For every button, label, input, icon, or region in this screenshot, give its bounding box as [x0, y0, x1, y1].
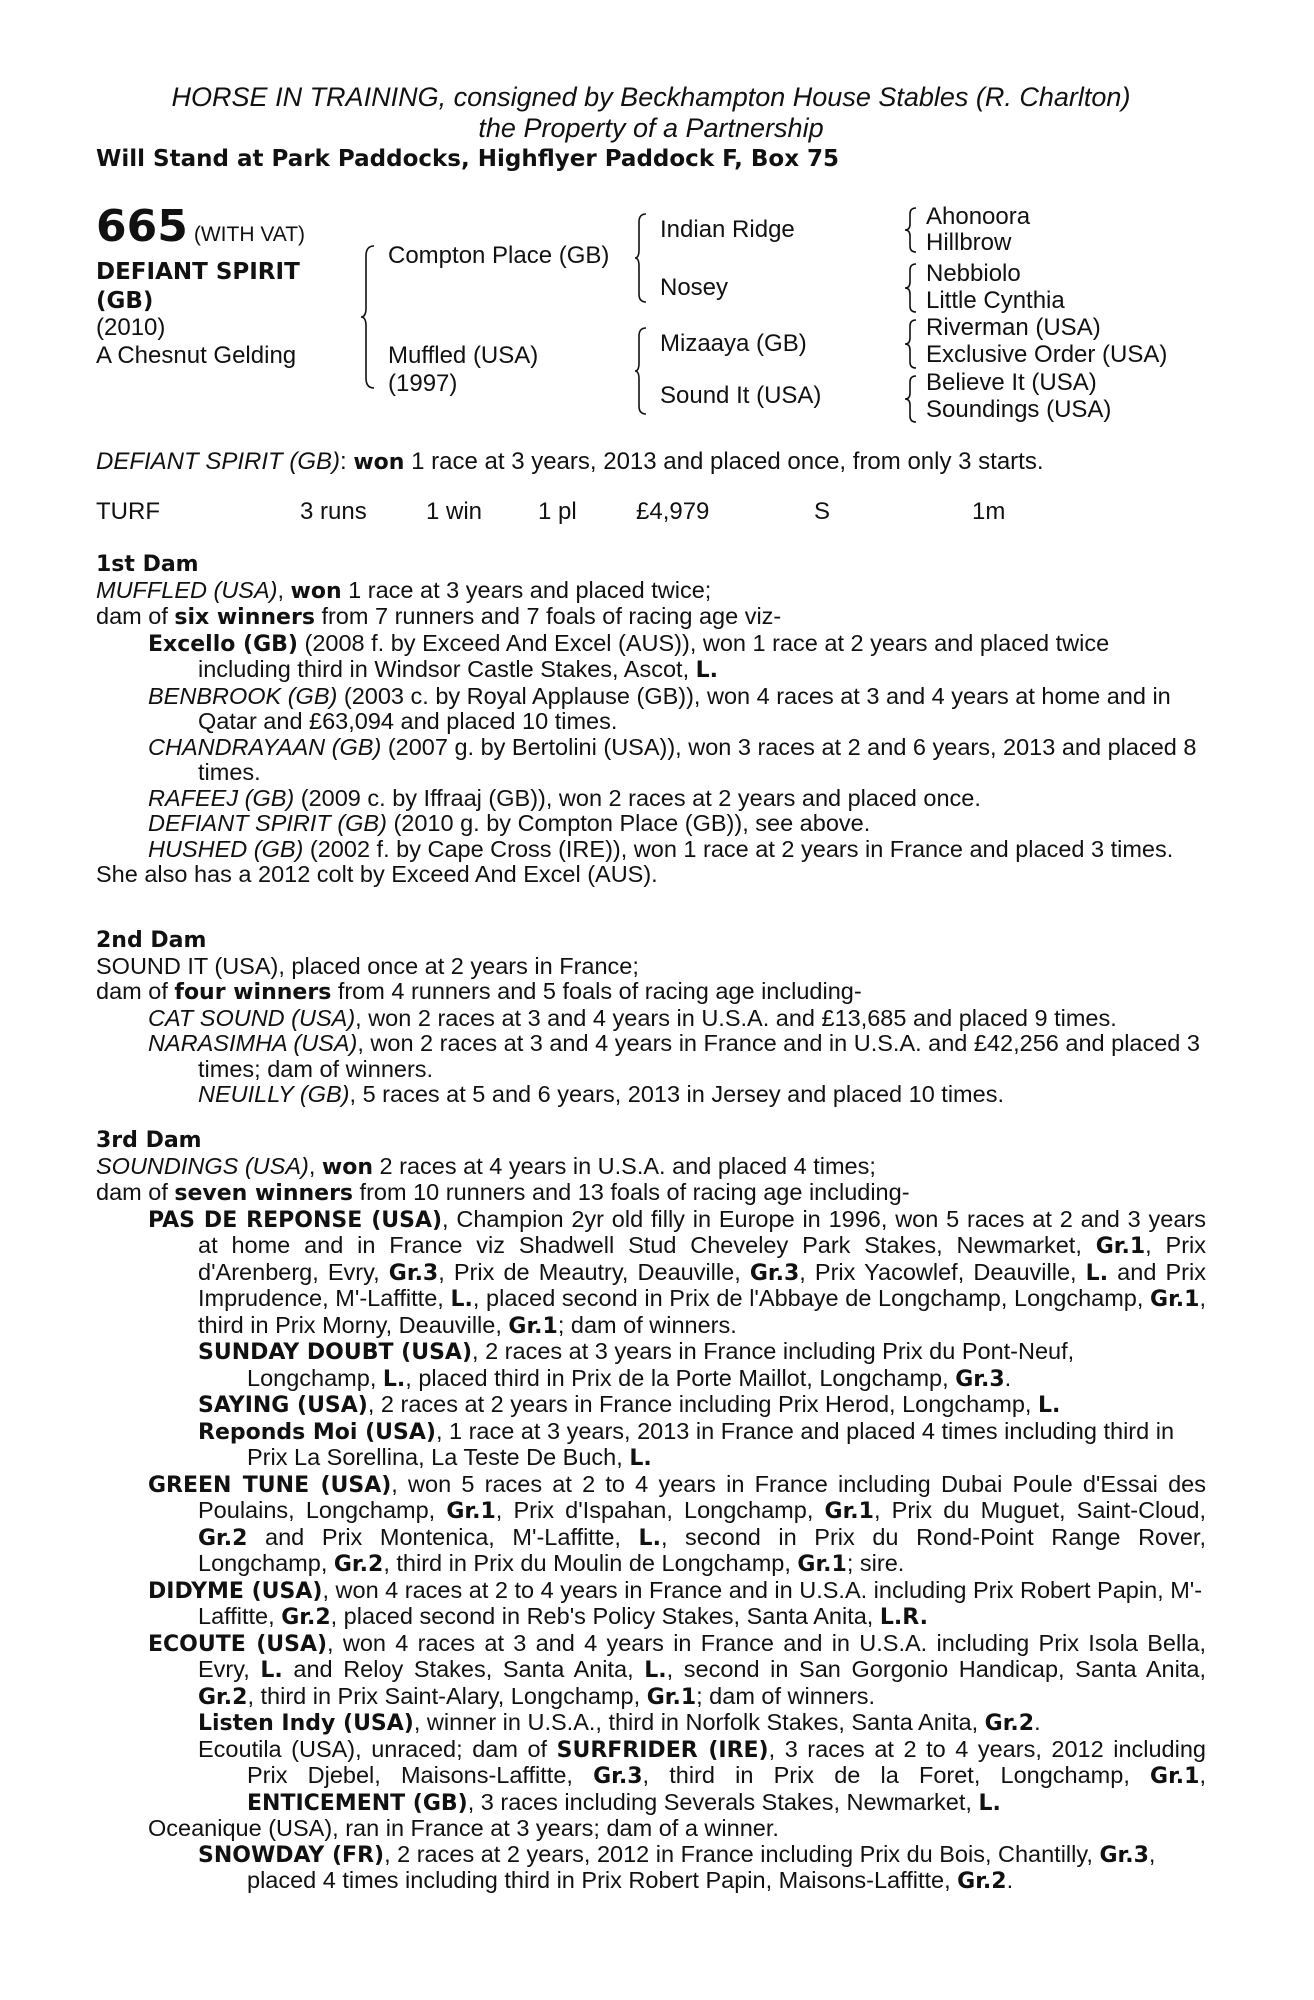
produce-entry: HUSHED (GB) (2002 f. by Cape Cross (IRE)), won 1 race at 2 years in France and placed 3 times. — [148, 835, 1174, 862]
pedigree-sds: Nebbiolo — [926, 260, 1021, 287]
produce-entry: DIDYME (USA), won 4 races at 2 to 4 years in France and in U.S.A. including Prix Robert Papin, M'-Laffitte, Gr.2, placed second in Reb's Policy Stakes, Santa Anita, L.R. — [148, 1576, 1203, 1630]
third-dam-produce: dam of seven winners from 10 runners and 13 foals of racing age including- — [96, 1179, 910, 1206]
race-summary: DEFIANT SPIRIT (GB): won 1 race at 3 years, 2013 and placed once, from only 3 starts. — [96, 448, 1044, 475]
pedigree-dam-year: (1997) — [388, 370, 458, 397]
produce-entry: SUNDAY DOUBT (USA), 2 races at 3 years in France including Prix du Pont-Neuf, Longchamp, L., placed third in Prix de la Porte Maillot, Longchamp, Gr.3. — [198, 1338, 1075, 1392]
produce-entry: DEFIANT SPIRIT (GB) (2010 g. by Compton Place (GB)), see above. — [148, 810, 871, 836]
produce-entry: ECOUTE (USA), won 4 races at 3 and 4 years in France and in U.S.A. including Prix Isola Bella, Evry, L. and Reloy Stakes, Santa Anita, L., second in San Gorgonio Handicap, Santa Anita, Gr.2, third in Prix Saint-Alary, Longchamp, Gr.1; dam of winners. — [148, 1629, 1206, 1710]
record-wins: 1 win — [426, 498, 483, 525]
second-dam-produce: dam of four winners from 4 runners and 5 foals of racing age including- — [96, 978, 862, 1005]
second-dam-line: SOUND IT (USA), placed once at 2 years in France; — [96, 952, 639, 979]
produce-entry: Oceanique (USA), ran in France at 3 years; dam of a winner. — [148, 1815, 779, 1841]
third-dam-heading: 3rd Dam — [96, 1128, 202, 1153]
record-placed: 1 pl — [538, 498, 577, 525]
pedigree-sdd: Little Cynthia — [926, 287, 1065, 314]
produce-entry: BENBROOK (GB) (2003 c. by Royal Applause (GB)), won 4 races at 3 and 4 years at home and in Qatar and £63,094 and placed 10 times. — [148, 682, 1171, 734]
horse-description: A Chesnut Gelding — [96, 342, 297, 369]
pedigree-dsd: Exclusive Order (USA) — [926, 341, 1168, 368]
produce-entry: CHANDRAYAAN (GB) (2007 g. by Bertolini (USA)), won 3 races at 2 and 6 years, 2013 and placed 8 times. — [148, 733, 1197, 785]
pedigree-sire-sire: Indian Ridge — [660, 216, 795, 243]
produce-entry: NEUILLY (GB), 5 races at 5 and 6 years, 2013 in Jersey and placed 10 times. — [198, 1081, 1004, 1107]
produce-entry: SAYING (USA), 2 races at 2 years in France including Prix Herod, Longchamp, L. — [198, 1391, 1061, 1418]
pedigree-brace-ds — [904, 318, 918, 370]
pedigree-brace-dd — [904, 374, 918, 424]
pedigree-sire-dam: Nosey — [660, 274, 729, 301]
header-location: Will Stand at Park Paddocks, Highflyer Paddock F, Box 75 — [96, 146, 840, 172]
produce-entry: Excello (GB) (2008 f. by Exceed And Excel (AUS)), won 1 race at 2 years and placed twice including third in Windsor Castle Stakes, Ascot, L. — [148, 629, 1110, 683]
first-dam-heading: 1st Dam — [96, 552, 199, 577]
header-consignor: HORSE IN TRAINING, consigned by Beckhampton House Stables (R. Charlton) — [171, 82, 1131, 112]
second-dam-section — [96, 928, 1206, 1108]
produce-entry: Ecoutila (USA), unraced; dam of SURFRIDER (IRE), 3 races at 2 to 4 years, 2012 including Prix Djebel, Maisons-Laffitte, Gr.3, third in Prix de la Foret, Longchamp, Gr.1, ENTICEMENT (GB), 3 races including Severals Stakes, Newmarket, L. — [198, 1735, 1206, 1816]
first-dam-produce: dam of six winners from 7 runners and 7 foals of racing age viz- — [96, 603, 782, 630]
produce-entry: NARASIMHA (USA), won 2 races at 3 and 4 years in France and in U.S.A. and £42,256 and placed 3 times; dam of winners. — [148, 1030, 1200, 1082]
pedigree-brace-sd — [904, 262, 918, 314]
record-code: S — [814, 498, 831, 525]
pedigree-dam-sire: Mizaaya (GB) — [660, 330, 807, 357]
record-earnings: £4,979 — [636, 498, 710, 525]
pedigree-brace-ss — [904, 206, 918, 254]
pedigree-ddd: Soundings (USA) — [926, 396, 1112, 423]
first-dam-also: She also has a 2012 colt by Exceed And Excel (AUS). — [96, 861, 658, 887]
horse-year: (2010) — [96, 314, 166, 341]
produce-entry: CAT SOUND (USA), won 2 races at 3 and 4 years in U.S.A. and £13,685 and placed 9 times. — [148, 1004, 1117, 1031]
third-dam-section — [96, 1128, 1206, 1895]
first-dam-line: MUFFLED (USA), won 1 race at 3 years and placed twice; — [96, 576, 712, 604]
pedigree-brace-dam — [634, 326, 648, 416]
produce-entry: RAFEEJ (GB) (2009 c. by Iffraaj (GB)), won 2 races at 2 years and placed once. — [148, 784, 981, 811]
record-distance: 1m — [972, 498, 1006, 525]
vat-note: (WITH VAT) — [193, 223, 306, 246]
header-property: the Property of a Partnership — [478, 113, 824, 143]
pedigree-dam-dam: Sound It (USA) — [660, 382, 822, 409]
pedigree-brace-main — [360, 244, 376, 390]
third-dam-line: SOUNDINGS (USA), won 2 races at 4 years in U.S.A. and placed 4 times; — [96, 1152, 876, 1180]
horse-name: DEFIANT SPIRIT (GB) — [96, 259, 300, 314]
produce-entry: Listen Indy (USA), winner in U.S.A., third in Norfolk Stakes, Santa Anita, Gr.2. — [198, 1709, 1041, 1736]
produce-entry: PAS DE REPONSE (USA), Champion 2yr old filly in Europe in 1996, won 5 races at 2 and 3 years at home and in France viz Shadwell Stud Cheveley Park Stakes, Newmarket, Gr.1, Prix d'Arenberg, Evry, Gr.3, Prix de Meautry, Deauville, Gr.3, Prix Yacowlef, Deauville, L. and Prix Imprudence, M'-Laffitte, L., placed second in Prix de l'Abbaye de Longchamp, Longchamp, Gr.1, third in Prix Morny, Deauville, Gr.1; dam of winners. — [148, 1205, 1206, 1339]
first-dam-section — [96, 552, 1206, 888]
pedigree-dds: Believe It (USA) — [926, 369, 1097, 396]
record-surface: TURF — [96, 498, 160, 525]
pedigree-dam: Muffled (USA) — [388, 342, 539, 369]
pedigree-ssd: Hillbrow — [926, 229, 1012, 256]
produce-entry: Reponds Moi (USA), 1 race at 3 years, 2013 in France and placed 4 times including third in Prix La Sorellina, La Teste De Buch, L. — [198, 1417, 1175, 1471]
pedigree-sss: Ahonoora — [926, 203, 1031, 230]
second-dam-heading: 2nd Dam — [96, 928, 207, 953]
lot-number: 665 (WITH VAT) — [96, 201, 306, 252]
pedigree-brace-sire — [634, 212, 648, 304]
pedigree-sire: Compton Place (GB) — [388, 242, 610, 269]
produce-entry: GREEN TUNE (USA), won 5 races at 2 to 4 years in France including Dubai Poule d'Essai des Poulains, Longchamp, Gr.1, Prix d'Ispahan, Longchamp, Gr.1, Prix du Muguet, Saint-Cloud, Gr.2 and Prix Montenica, M'-Laffitte, L., second in Prix du Rond-Point Range Rover, Longchamp, Gr.2, third in Prix du Moulin de Longchamp, Gr.1; sire. — [148, 1470, 1207, 1577]
pedigree-dss: Riverman (USA) — [926, 314, 1101, 341]
produce-entry: SNOWDAY (FR), 2 races at 2 years, 2012 in France including Prix du Bois, Chantilly, Gr.3, placed 4 times including third in Prix Robert Papin, Maisons-Laffitte, Gr.2. — [198, 1840, 1156, 1894]
record-runs: 3 runs — [300, 498, 367, 525]
